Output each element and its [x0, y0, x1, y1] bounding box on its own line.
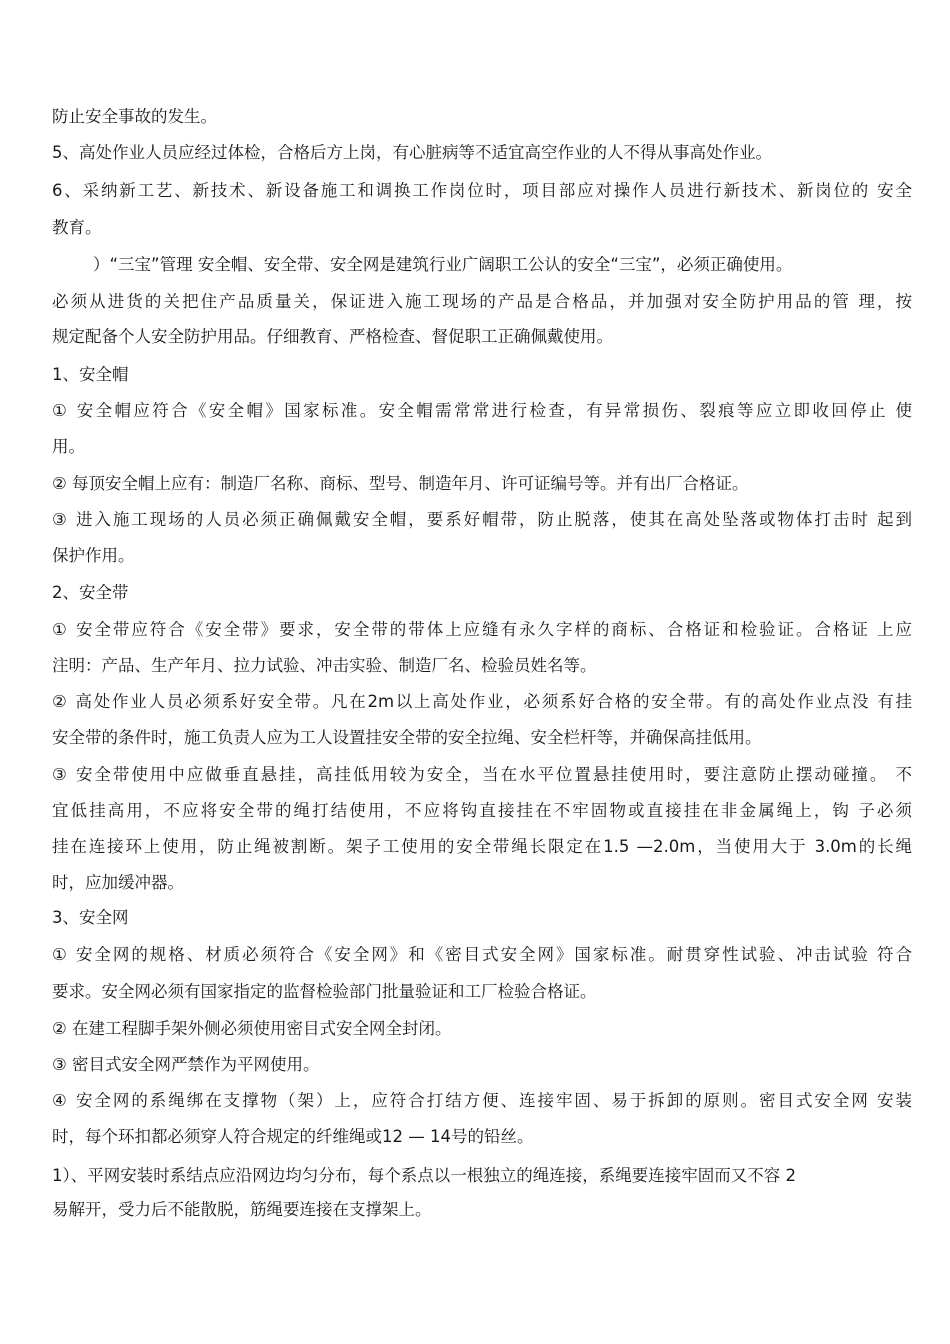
text-line: ② 每顶安全帽上应有：制造厂名称、商标、型号、制造年月、许可证编号等。并有出厂合格证。	[52, 474, 749, 493]
text-line: ② 高处作业人员必须系好安全带。凡在2m以上高处作业，必须系好合格的安全带。有的高处作业点没 有挂	[52, 692, 912, 711]
text-line: 宜低挂高用，不应将安全带的绳打结使用，不应将钩直接挂在不牢固物或直接挂在非金属绳上，钩 子必须	[52, 801, 912, 820]
text-line: 5、高处作业人员应经过体检，合格后方上岗，有心脏病等不适宜高空作业的人不得从事高处作业。	[52, 143, 772, 162]
text-line: 用。	[52, 437, 85, 456]
text-line: 时，每个环扣都必须穿人符合规定的纤维绳或12 — 14号的铅丝。	[52, 1127, 534, 1146]
text-line: 防止安全事故的发生。	[52, 107, 217, 126]
text-line: 安全带的条件时，施工负责人应为工人设置挂安全带的安全拉绳、安全栏杆等，并确保高挂低用。	[52, 728, 762, 747]
text-line: 规定配备个人安全防护用品。仔细教育、严格检查、督促职工正确佩戴使用。	[52, 327, 613, 346]
text-line: 易解开，受力后不能散脱，筋绳要连接在支撑架上。	[52, 1200, 432, 1219]
text-line: ① 安全网的规格、材质必须符合《安全网》和《密目式安全网》国家标准。耐贯穿性试验、冲击试验 符合	[52, 945, 912, 964]
text-line: 时，应加缓冲器。	[52, 873, 184, 892]
text-line: ③ 进入施工现场的人员必须正确佩戴安全帽，要系好帽带，防止脱落，使其在高处坠落或物体打击时 起到	[52, 510, 912, 529]
text-line: 教育。	[52, 218, 102, 237]
text-line: ① 安全带应符合《安全带》要求，安全带的带体上应缝有永久字样的商标、合格证和检验证。合格证 上应	[52, 620, 912, 639]
text-line: ③ 密目式安全网严禁作为平网使用。	[52, 1055, 320, 1074]
text-line: 要求。安全网必须有国家指定的监督检验部门批量验证和工厂检验合格证。	[52, 982, 597, 1001]
text-line: 保护作用。	[52, 546, 135, 565]
text-line: ① 安全帽应符合《安全帽》国家标准。安全帽需常常进行检查，有异常损伤、裂痕等应立即收回停止 使	[52, 401, 912, 420]
section-heading: 3、安全网	[52, 908, 129, 927]
text-line: 挂在连接环上使用，防止绳被割断。架子工使用的安全带绳长限定在1.5 —2.0m，当使用大于 3.0m的长绳	[52, 837, 912, 856]
text-line: ③ 安全带使用中应做垂直悬挂，高挂低用较为安全，当在水平位置悬挂使用时，要注意防止摆动碰撞。 不	[52, 765, 912, 784]
text-line: 必须从进货的关把住产品质量关，保证进入施工现场的产品是合格品，并加强对安全防护用品的管 理，按	[52, 292, 912, 311]
text-line: ）“三宝”管理 安全帽、安全带、安全网是建筑行业广阔职工公认的安全“三宝”，必须正确使用。	[93, 255, 793, 274]
section-heading: 2、安全带	[52, 583, 129, 602]
text-line: 6、采纳新工艺、新技术、新设备施工和调换工作岗位时，项目部应对操作人员进行新技术、新岗位的 安全	[52, 181, 912, 200]
text-line: 注明：产品、生产年月、拉力试验、冲击实验、制造厂名、检验员姓名等。	[52, 656, 597, 675]
text-line: ④ 安全网的系绳绑在支撑物（架）上，应符合打结方便、连接牢固、易于拆卸的原则。密目式安全网 安装	[52, 1091, 912, 1110]
text-line: 1）、平网安装时系结点应沿网边均匀分布，每个系点以一根独立的绳连接，系绳要连接牢固而又不容 2	[52, 1166, 796, 1185]
section-heading: 1、安全帽	[52, 365, 129, 384]
text-line: ② 在建工程脚手架外侧必须使用密目式安全网全封闭。	[52, 1019, 452, 1038]
